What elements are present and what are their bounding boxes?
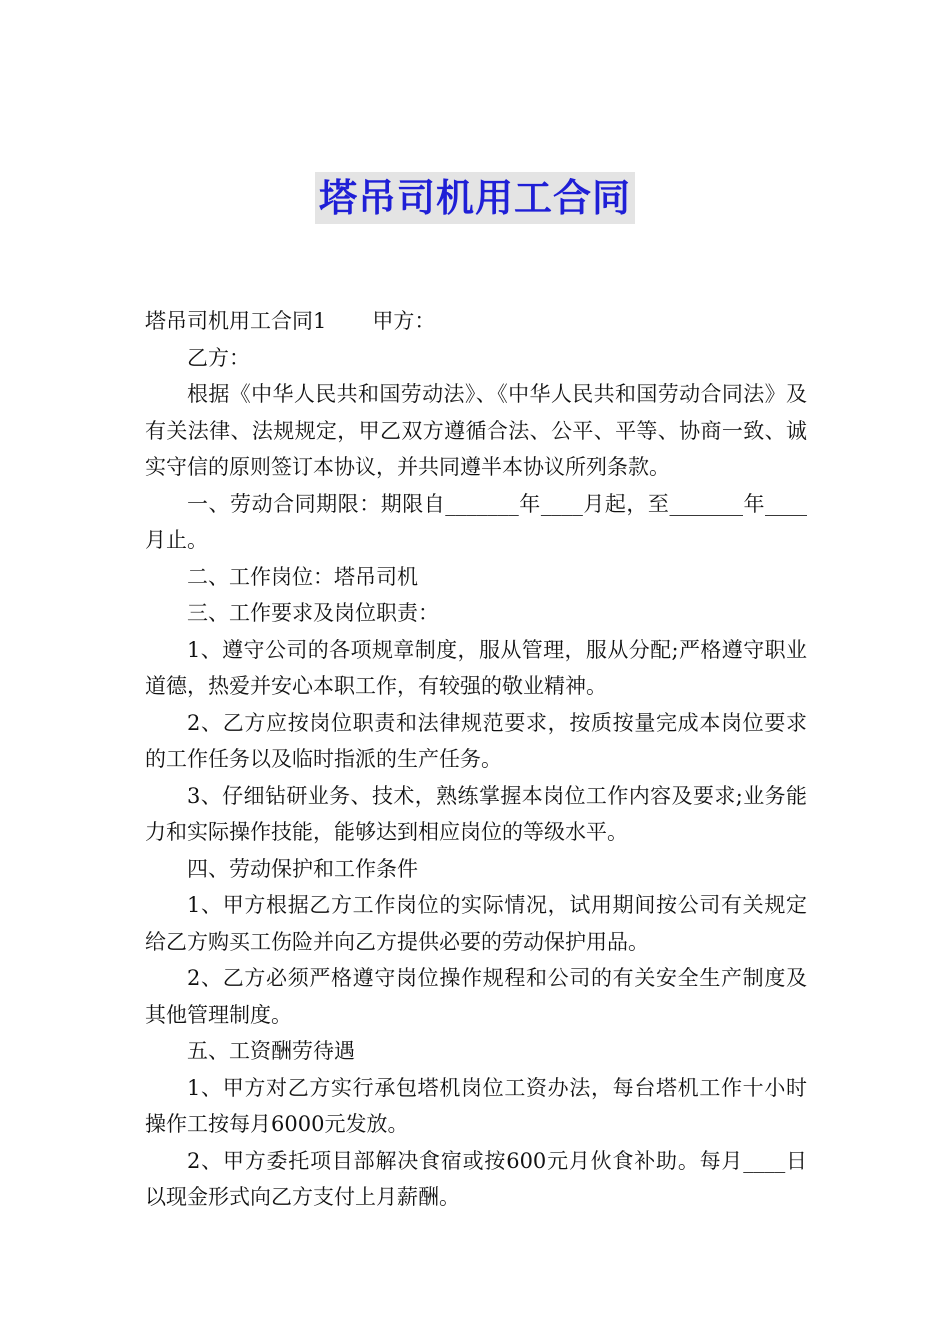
requirement-item-1: 1、遵守公司的各项规章制度，服从管理，服从分配;严格遵守职业道德，热爱并安心本职工作，有较强的敬业精神。 xyxy=(145,637,807,698)
title-container xyxy=(0,172,950,224)
protection-item-1: 1、甲方根据乙方工作岗位的实际情况，试用期间按公司有关规定给乙方购买工伤险并向乙方提供必要的劳动保护用品。 xyxy=(145,893,807,954)
party-a-label: 甲方： xyxy=(372,309,436,333)
salary-item-2: 2、甲方委托项目部解决食宿或按600元月伙食补助。每月____日以现金形式向乙方支付上月薪酬。 xyxy=(145,1148,807,1209)
intro-line xyxy=(145,303,807,340)
clause-job-position: 二、工作岗位：塔吊司机 xyxy=(187,564,418,589)
salary-item-1: 1、甲方对乙方实行承包塔机岗位工资办法，每台塔机工作十小时操作工按每月6000元发放。 xyxy=(145,1075,807,1136)
section-heading-salary: 五、工资酬劳待遇 xyxy=(187,1039,355,1063)
party-b-label: 乙方： xyxy=(187,345,250,370)
preamble-paragraph: 根据《中华人民共和国劳动法》、《中华人民共和国劳动合同法》及有关法律、法规规定，甲乙双方遵循合法、公平、平等、协商一致、诚实守信的原则签订本协议，并共同遵半本协议所列条款。 xyxy=(145,382,807,479)
protection-item-2: 2、乙方必须严格遵守岗位操作规程和公司的有关安全生产制度及其他管理制度。 xyxy=(145,966,807,1027)
document-title: 塔吊司机用工合同 xyxy=(315,172,635,224)
contract-heading: 塔吊司机用工合同1 xyxy=(145,309,327,333)
document-body xyxy=(145,303,807,1216)
section-heading-protection: 四、劳动保护和工作条件 xyxy=(187,856,418,881)
requirement-item-3: 3、仔细钻研业务、技术，熟练掌握本岗位工作内容及要求;业务能力和实际操作技能，能够达到相应岗位的等级水平。 xyxy=(145,783,807,844)
section-heading-requirements: 三、工作要求及岗位职责： xyxy=(187,601,439,625)
clause-contract-term: 一、劳动合同期限：期限自_______年____月起，至_______年____月止。 xyxy=(145,491,807,552)
requirement-item-2: 2、乙方应按岗位职责和法律规范要求，按质按量完成本岗位要求的工作任务以及临时指派的生产任务。 xyxy=(145,710,807,771)
